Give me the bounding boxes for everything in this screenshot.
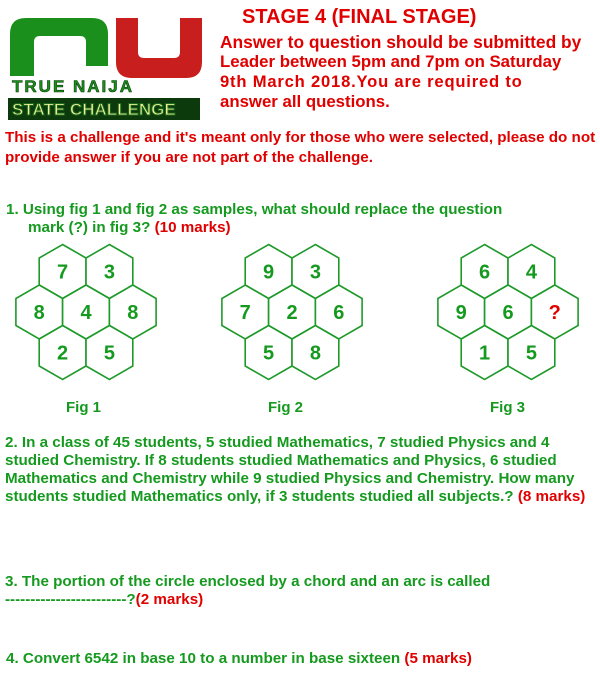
- figure-3-value-bottom-left: 1: [479, 342, 491, 365]
- submission-instructions: [220, 32, 596, 112]
- question-2-marks: (8 marks): [517, 488, 586, 505]
- logo-line1: TRUE NAIJA: [12, 77, 135, 96]
- instruction-line-4: answer all questions.: [220, 92, 390, 111]
- figure-1-label: Fig 1: [66, 399, 102, 416]
- question-1: [6, 201, 596, 237]
- question-1-line2: mark (?) in fig 3?: [28, 219, 151, 236]
- figure-1-value-top-left: 7: [57, 261, 69, 284]
- figure-2-hexagons: [222, 245, 362, 380]
- hexagon-figures: [0, 236, 600, 396]
- figure-1-value-bottom-left: 2: [57, 342, 69, 365]
- figure-2-value-center: 2: [286, 302, 298, 324]
- question-3: [5, 573, 597, 609]
- figure-3-value-middle-left: 9: [455, 302, 467, 324]
- question-4-text: 4. Convert 6542 in base 10 to a number in base sixteen: [6, 650, 401, 667]
- figure-3-label: Fig 3: [490, 399, 526, 416]
- instruction-line-3: 9th March 2018.You are required to: [220, 72, 523, 91]
- figure-2-value-bottom-left: 5: [263, 342, 275, 365]
- figure-3-value-top-right: 4: [525, 261, 537, 284]
- figure-1-value-middle-left: 8: [33, 302, 45, 324]
- figure-2-label: Fig 2: [268, 399, 304, 416]
- figure-2-value-top-left: 9: [263, 261, 275, 284]
- figure-2-value-top-right: 3: [309, 261, 321, 284]
- logo-line2: STATE CHALLENGE: [12, 100, 176, 119]
- stage-title: STAGE 4 (FINAL STAGE): [242, 6, 477, 28]
- figure-2-value-bottom-right: 8: [309, 342, 321, 365]
- figure-1-value-top-right: 3: [103, 261, 115, 284]
- figure-3-hexagons: [438, 245, 578, 380]
- question-1-line1: 1. Using fig 1 and fig 2 as samples, what should replace the question: [6, 201, 503, 218]
- figure-2-value-middle-right: 6: [333, 302, 345, 324]
- figure-1-value-center: 4: [80, 302, 92, 324]
- question-2: [5, 434, 597, 506]
- figure-1-value-middle-right: 8: [127, 302, 139, 324]
- figure-3-value-middle-right: ?: [548, 302, 561, 324]
- question-3-line2: ------------------------?: [5, 591, 136, 608]
- question-2-text: 2. In a class of 45 students, 5 studied Mathematics, 7 studied Physics and 4 studied Chemistry. If 8 students studied Mathematics and Physics, 6 studied Mathematics and Chemistry while 9 studied Physics and Chemistry. How many students studied Mathematics only, if 3 students studied all subjects.?: [5, 434, 575, 505]
- figure-3-value-top-left: 6: [479, 261, 491, 284]
- question-4-marks: (5 marks): [404, 650, 472, 667]
- question-1-marks: (10 marks): [154, 219, 231, 236]
- instruction-line-1: Answer to question should be submitted by: [220, 32, 582, 52]
- figure-3-value-bottom-right: 5: [525, 342, 537, 365]
- question-3-marks: (2 marks): [135, 591, 204, 608]
- question-3-line1: 3. The portion of the circle enclosed by a chord and an arc is called: [5, 573, 491, 590]
- challenge-notice: This is a challenge and it's meant only for those who were selected, please do not provide answer if you are not part of the challenge.: [5, 129, 596, 166]
- figure-1-value-bottom-right: 5: [103, 342, 115, 365]
- instruction-line-2: Leader between 5pm and 7pm on Saturday: [220, 52, 562, 71]
- figure-3-value-center: 6: [502, 302, 514, 324]
- question-4: [6, 650, 598, 668]
- figure-2-value-middle-left: 7: [239, 302, 251, 324]
- true-naija-logo: [4, 6, 204, 124]
- figure-1-hexagons: [16, 245, 156, 380]
